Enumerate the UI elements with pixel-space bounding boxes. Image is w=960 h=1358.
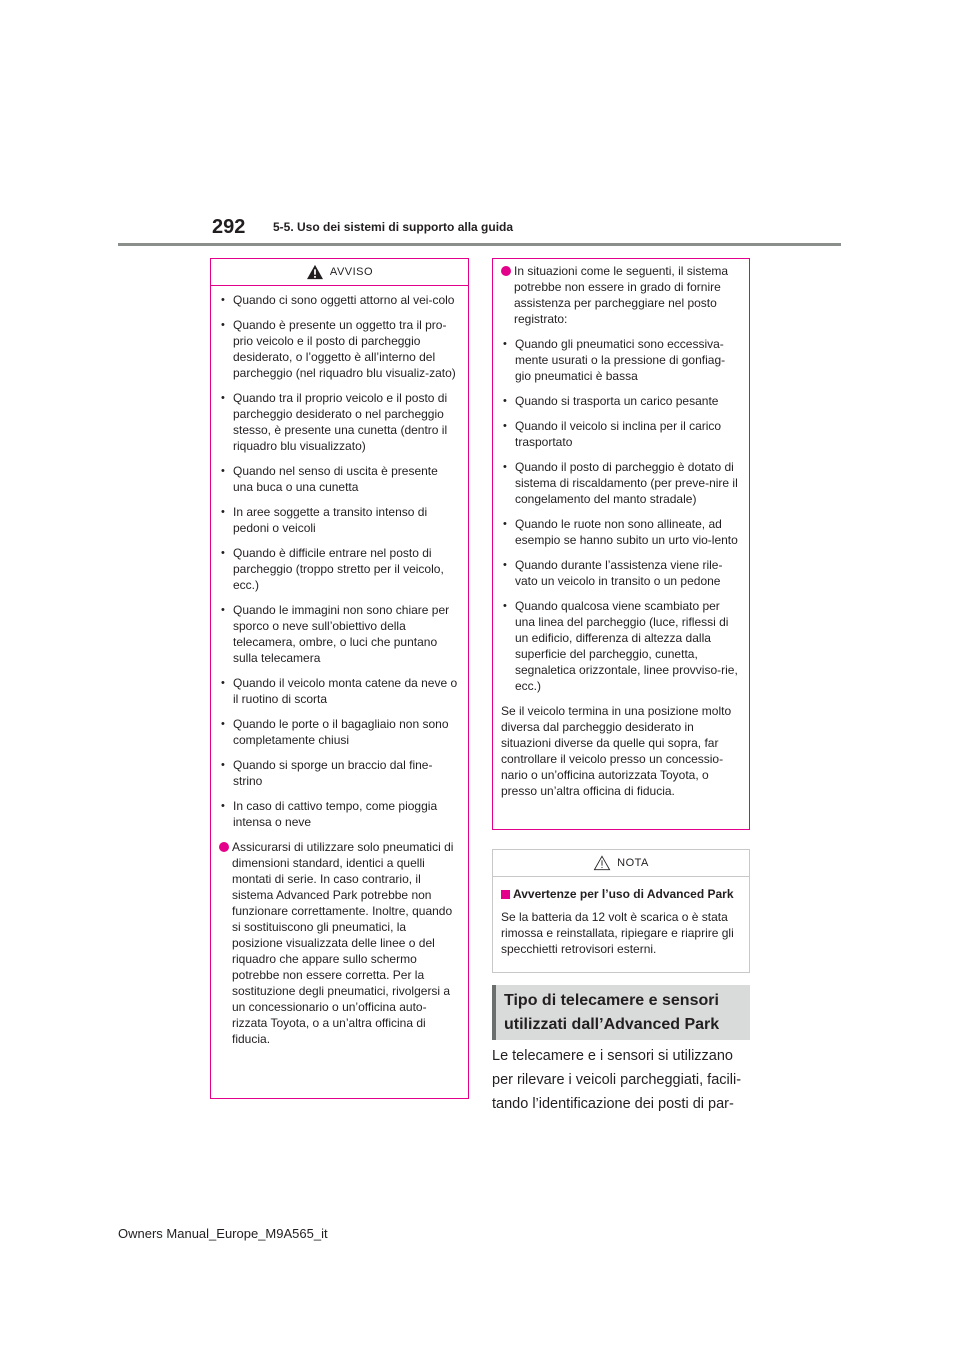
caution-outline-icon	[593, 855, 611, 871]
avviso-bullet: • Quando ci sono oggetti attorno al vei-colo	[219, 292, 460, 308]
page-number: 292	[212, 216, 246, 238]
tyres-note-text: Assicurarsi di utilizzare solo pneumatici di dimensioni standard, identici a quelli montati di serie. In caso contrario, il sistema Advanced Park potrebbe non funzionare correttamente. Inoltre, quando si sostituiscono gli pneumatici, la posizione visualizzata delle linee o del riquadro che appare sullo schermo potrebbe non essere corretta. Per la sostituzione degli pneumatici, rivolgersi a un concessionario o un’officina auto-rizzata Toyota, o a un’altra officina di fiducia.	[232, 840, 454, 1046]
header-rule	[118, 243, 841, 246]
nota-title: NOTA	[617, 857, 649, 869]
body-paragraph: Le telecamere e i sensori si utilizzano per rilevare i veicoli parcheggiati, facili-tando l’identificazione dei posti di par-	[492, 1048, 742, 1112]
avviso-bullet: • In caso di cattivo tempo, come pioggia intensa o neve	[219, 798, 460, 830]
avviso-bullet: • Quando tra il proprio veicolo e il posto di parcheggio desiderato o nel parcheggio stesso, è presente una cunetta (dentro il riquadro blu visualizzato)	[219, 390, 460, 454]
nota-text: Se la batteria da 12 volt è scarica o è stata rimossa e reinstallata, ripiegare e riaprire gli specchietti retrovisori esterni.	[501, 910, 734, 956]
avviso-title: AVVISO	[329, 266, 374, 278]
tyres-note	[219, 839, 460, 1047]
warning-triangle-icon	[306, 264, 324, 280]
situation-bullet: • Quando durante l’assistenza viene rile-vato un veicolo in transito o un pedone	[501, 557, 741, 589]
avviso-bullet: • Quando nel senso di uscita è presente una buca o una cunetta	[219, 463, 460, 495]
avviso-bullet: • Quando è presente un oggetto tra il pro-prio veicolo e il posto di parcheggio desiderato, o l’oggetto è all’interno del parcheggio (nel riquadro blu visualiz-zato)	[219, 317, 460, 381]
avviso-bullet: • Quando il veicolo monta catene da neve o il ruotino di scorta	[219, 675, 460, 707]
situation-bullet: • Quando si trasporta un carico pesante	[501, 393, 741, 409]
situations-intro-text: In situazioni come le seguenti, il sistema potrebbe non essere in grado di fornire assistenza per parcheggiare nel posto registrato:	[514, 264, 729, 326]
situation-bullet: • Quando il posto di parcheggio è dotato di sistema di riscaldamento (per preve-nire il congelamento del manto stradale)	[501, 459, 741, 507]
circle-bullet-icon	[501, 266, 511, 276]
avviso-header	[211, 259, 468, 286]
footer-label: Owners Manual_Europe_M9A565_it	[118, 1226, 328, 1241]
situation-bullet: • Quando il veicolo si inclina per il carico trasportato	[501, 418, 741, 450]
situation-bullet: • Quando gli pneumatici sono eccessiva-mente usurati o la pressione di gonfiag-gio pneumatici è bassa	[501, 336, 741, 384]
square-bullet-icon	[501, 890, 510, 899]
avviso-bullet: • Quando si sporge un braccio dal fine-strino	[219, 757, 460, 789]
avviso-bullet: • Quando le porte o il bagagliaio non sono completamente chiusi	[219, 716, 460, 748]
avviso-box	[210, 258, 469, 1099]
nota-box	[492, 849, 750, 973]
situations-intro	[501, 263, 741, 327]
avviso-bullet: • Quando le immagini non sono chiare per sporco o neve sull’obiettivo della telecamera, ombre, o luci che puntano sulla telecamera	[219, 602, 460, 666]
situation-bullet: • Quando qualcosa viene scambiato per una linea del parcheggio (luce, riflessi di un edificio, differenza di altezza dalla superficie del parcheggio, cunetta, segnaletica orizzontale, linee provviso-rie, ecc.)	[501, 598, 741, 694]
nota-subheading-text: Avvertenze per l’uso di Advanced Park	[513, 887, 734, 901]
section-heading: Tipo di telecamere e sensori utilizzati dall’Advanced Park	[492, 985, 750, 1040]
avviso-bullet: • Quando è difficile entrare nel posto di parcheggio (troppo stretto per il veicolo, ecc.)	[219, 545, 460, 593]
section-title: 5-5. Uso dei sistemi di supporto alla guida	[273, 220, 514, 234]
nota-header	[493, 850, 749, 877]
avviso-continued-box	[492, 258, 750, 830]
closing-paragraph: Se il veicolo termina in una posizione molto diversa dal parcheggio desiderato in situazioni diverse da quelle qui sopra, far controllare il veicolo presso un concessio-nario o un’officina autorizzata Toyota, o presso un’altra officina di fiducia.	[501, 704, 732, 798]
situation-bullet: • Quando le ruote non sono allineate, ad esempio se hanno subito un urto vio-lento	[501, 516, 741, 548]
avviso-bullet: • In aree soggette a transito intenso di pedoni o veicoli	[219, 504, 460, 536]
circle-bullet-icon	[219, 842, 229, 852]
nota-subheading	[501, 887, 741, 902]
